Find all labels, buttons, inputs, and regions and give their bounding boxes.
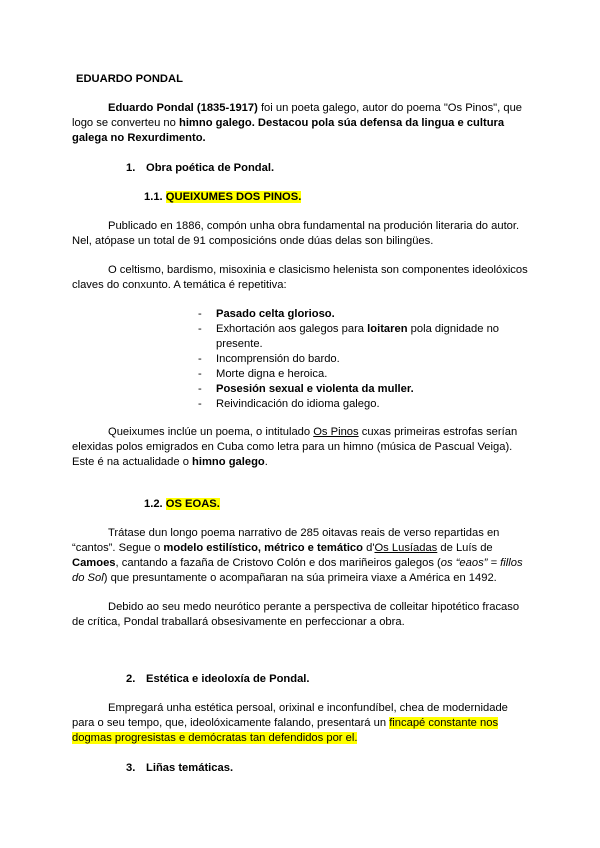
eoas-paragraph-1: Trátase dun longo poema narrativo de 285 oitavas reais de verso repartidas en “cantos”. Segue o modelo estilístico, métrico e temático d'Os Lusíadas de Luís de Camoes, cantando a fazaña de Cristovo Colón e dos mariñeiros galegos (os “eaos” = fillos do Sol) que presuntamente o acompañaran na súa primeira viaxe a América en 1492.	[72, 527, 523, 584]
os-pinos-link[interactable]: Os Pinos	[313, 426, 359, 438]
themes-list	[198, 307, 508, 412]
queixumes-paragraph-2: O celtismo, bardismo, misoxinia e clasicismo helenista son componentes ideolóxicos claves do conxunto. A temática é repetitiva:	[72, 264, 528, 291]
section-2-heading: 2. Estética e ideoloxía de Pondal.	[126, 673, 310, 685]
section-3-heading: 3. Liñas temáticas.	[126, 762, 234, 774]
eoas-paragraph-2: Debido ao seu medo neurótico perante a perspectiva de colleitar hipotético fracaso de crítica, Pondal traballará obsesivamente en perfeccionar a obra.	[72, 601, 520, 628]
list-item: - Reivindicación do idioma galego.	[198, 397, 508, 412]
queixumes-paragraph-1: Publicado en 1886, compón unha obra fundamental na produción literaria do autor. Nel, atópase un total de 91 composicións onde dúas delas son bilingües.	[72, 220, 520, 247]
subsection-1-2-heading: 1.2. OS EOAS.	[144, 498, 220, 510]
document-title: EDUARDO PONDAL	[76, 73, 183, 85]
queixumes-paragraph-3: Queixumes inclúe un poema, o intitulado Os Pinos cuxas primeiras estrofas serían elexidas polos emigrados en Cuba como letra para un himno (música de Pascual Veiga). Este é na actualidade o himno galego.	[72, 426, 518, 468]
estetica-paragraph: Empregará unha estética persoal, orixinal e inconfundíbel, chea de modernidade para o seu tempo, que, ideolóxicamente falando, presentará un fincapé constante nos dogmas progresistas e demócratas tan defendidos por el.	[72, 702, 508, 744]
list-item: - Morte digna e heroica.	[198, 367, 508, 382]
list-item: - Pasado celta glorioso.	[198, 307, 508, 322]
list-item: - Posesión sexual e violenta da muller.	[198, 382, 508, 397]
subsection-1-1-heading: 1.1. QUEIXUMES DOS PINOS.	[144, 191, 302, 203]
section-1-heading: 1. Obra poética de Pondal.	[126, 162, 275, 174]
list-item: - Exhortación aos galegos para loitaren pola dignidade no presente.	[198, 322, 508, 352]
os-lusiadas-link[interactable]: Os Lusíadas	[374, 542, 438, 554]
intro-paragraph: Eduardo Pondal (1835-1917) foi un poeta galego, autor do poema "Os Pinos", que logo se converteu no himno galego. Destacou pola súa defensa da lingua e cultura galega no Rexurdimento.	[72, 102, 523, 144]
list-item: - Incomprensión do bardo.	[198, 352, 508, 367]
author-name: Eduardo Pondal (1835-1917)	[108, 102, 258, 114]
